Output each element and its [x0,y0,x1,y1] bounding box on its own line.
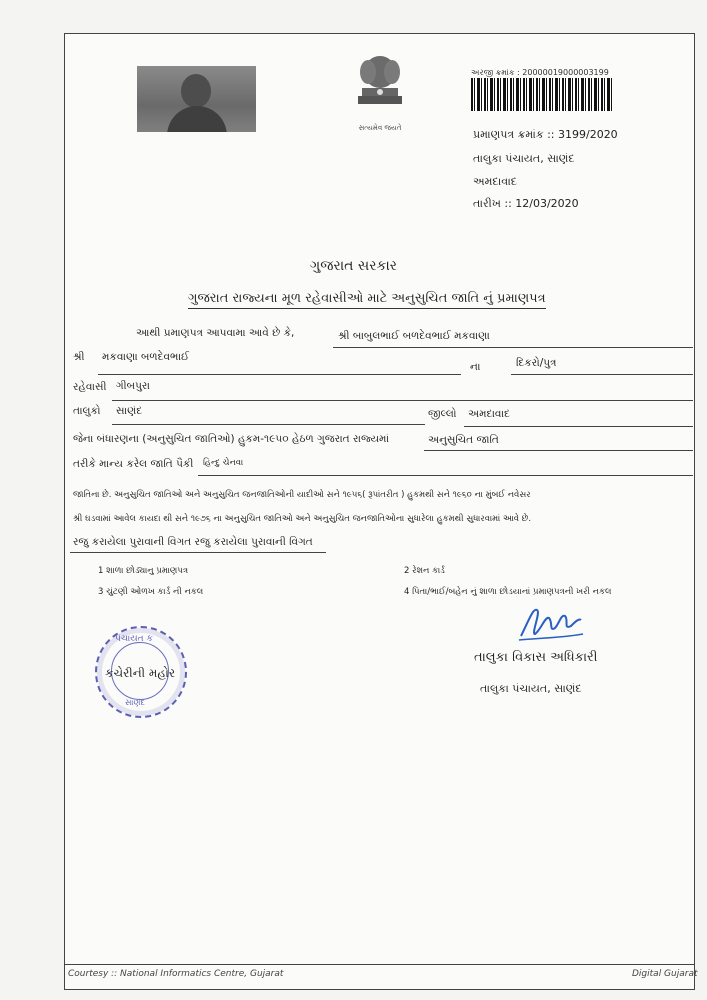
seal-text: કચેરીની મહોર [105,666,176,680]
district-label: જીલ્લો [428,408,457,420]
resident-value: ગીબપુરા [116,380,150,392]
issuing-office: તાલુકા પંચાયત, સાણંદ [473,152,575,165]
certificate-title: ગુજરાત રાજ્યના મૂળ રહેવાસીઓ માટે અનુસુચિત જાતિ નું પ્રમાણપત્ર [188,291,546,309]
paragraph-line-2: શ્રી ઘડવામાં આવેલ કાયદા થી સને ૧૯૭૬ ના અનુસુચિત જાતિઓ અને અનુસુચિત જનજાતિઓના સુધારેલા હુકમથી સુધારવામાં આવે છે. [73,514,532,524]
relation-value: દિકરો/પુત્ર [516,357,557,369]
seal-ring-top: પંચાયત ક [115,634,153,644]
order-label: જેના બંધારણના (અનુસુચિત જાતિઓ) હુકમ-૧૯૫૦ હેઠળ ગુજરાત રાજ્યમાં [73,433,390,445]
order-value: અનુસુચિત જાતિ [428,434,499,446]
father-name: મકવાણા બળદેવભાઈ [102,351,190,363]
certificate-number: પ્રમાણપત્ર ક્રમાંક :: 3199/2020 [473,128,618,141]
document-item: 1 શાળા છોડ્યાનુ પ્રમાણપત્ર [98,566,189,576]
footer-brand: Digital Gujarat [632,969,698,979]
taluka-label: તાલુકો [73,405,101,417]
barcode [471,78,613,111]
documents-heading: રજુ કરાયેલા પુરાવાની વિગત રજુ કરાયેલા પુરાવાની વિગત [73,536,313,548]
caste-value: હિન્દુ ચેનવા [203,458,244,468]
applicant-photo [137,66,256,132]
officer-title: તાલુકા વિકાસ અધિકારી [474,650,598,665]
document-item: 4 પિતા/ભાઈ/બહેન નું શાળા છોડયાનાં પ્રમાણપત્રની ખરી નકલ [404,587,612,597]
issue-date: તારીખ :: 12/03/2020 [473,197,579,210]
certificate-frame [64,33,695,990]
issuing-district: અમદાવાદ [473,175,517,188]
caste-label: તરીકે માન્ય કરેલ જાતિ પૈકી [73,458,194,470]
officer-signature [515,600,585,644]
emblem-motto: સત્યમેવ જયતે [358,124,402,132]
government-title: ગુજરાત સરકાર [310,258,397,274]
document-item: 2 રેશન કાર્ડ [404,566,445,576]
intro-label: આથી પ્રમાણપત્ર આપવામા આવે છે કે, [136,327,295,339]
officer-office: તાલુકા પંચાયત, સાણંદ [480,682,582,695]
paragraph-line-1: જાતિના છે. અનુસુચિત જાતિઓ અને અનુસુચિત જનજાતિઓની યાદીઓ સને ૧૯૫૬( રૂપાંતરીત ) હુકમથી સને ૧૯૬૦ ના મુંબઈ નવેસર [73,490,531,500]
na-label: ના [470,361,481,373]
document-item: 3 ચુંટણી ઓળખ કાર્ડ ની નકલ [98,587,204,597]
holder-name: શ્રી બાબુલભાઈ બળદેવભાઈ મકવાણા [338,330,490,342]
resident-label: રહેવાસી [73,381,107,393]
national-emblem-icon [352,50,408,110]
district-value: અમદાવાદ [468,408,510,420]
application-serial: અરજી ક્રમાંક : 20000019000003199 [471,68,609,77]
footer-courtesy: Courtesy :: National Informatics Centre, Gujarat [68,969,284,979]
shri-label: શ્રી [73,351,85,363]
seal-ring-bottom: સાણંદ [125,698,145,707]
taluka-value: સાણંદ [116,405,143,417]
